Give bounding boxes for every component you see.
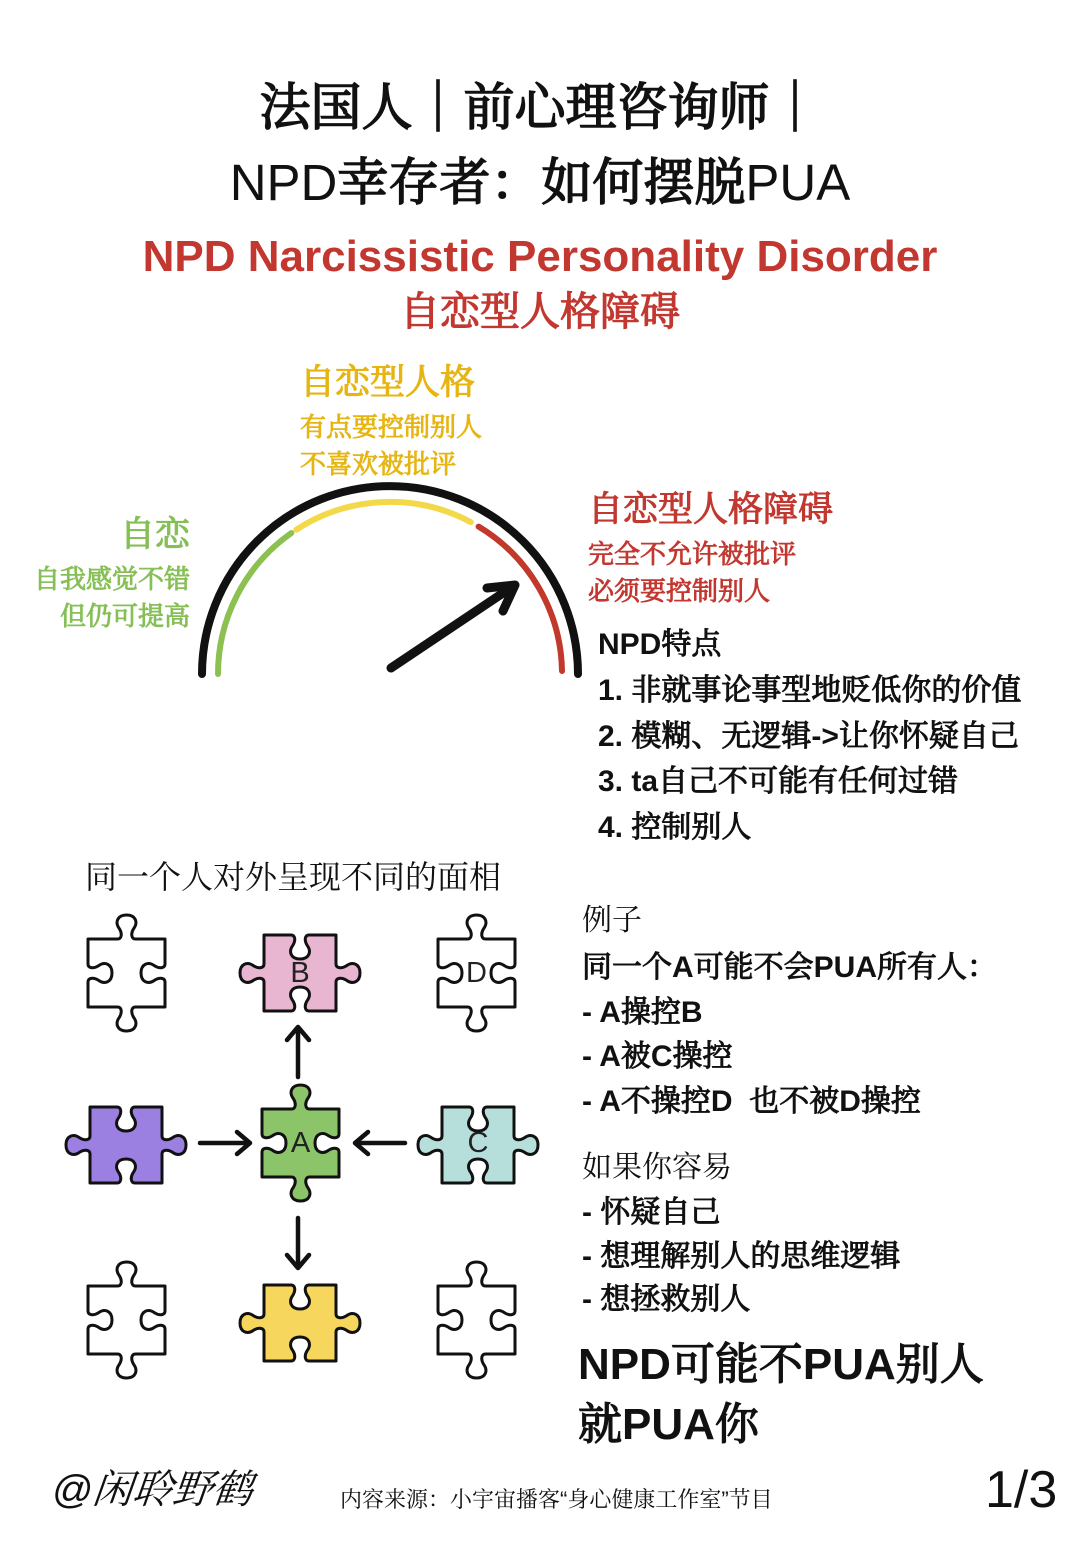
puzzle-piece-shape xyxy=(66,1107,186,1183)
title-pua: PUA xyxy=(745,154,851,211)
title-line-2 xyxy=(0,152,1080,213)
vulnerability-item: - 想拯救别人 xyxy=(582,1283,751,1316)
puzzle-piece-d xyxy=(438,915,515,1031)
author-signature: @闲聆野鹤 xyxy=(49,1468,255,1512)
npd-trait-item: 1. 非就事论事型地贬低你的价值 xyxy=(598,674,1022,707)
puzzle-piece-shape xyxy=(240,1285,360,1361)
npd-trait-item: 4. 控制别人 xyxy=(598,811,752,844)
arrow-down-icon xyxy=(287,1218,309,1268)
conclusion-line-2: 就PUA你 xyxy=(578,1400,759,1449)
puzzle-piece-a xyxy=(262,1085,339,1201)
conclusion-line-1: NPD可能不PUA别人 xyxy=(578,1340,984,1389)
arrow-right-icon xyxy=(200,1132,250,1154)
gauge-arc-green xyxy=(218,533,291,674)
example-item: - A操控B xyxy=(582,996,703,1029)
npd-traits-heading: NPD特点 xyxy=(598,628,722,661)
puzzle-piece-label: B xyxy=(290,957,310,989)
gauge-label-narcissism-line: 自我感觉不错 xyxy=(33,564,190,594)
puzzle-piece-label: C xyxy=(467,1127,489,1159)
puzzle-piece-shape xyxy=(88,1262,165,1378)
npd-trait-item: 3. ta自己不可能有任何过错 xyxy=(598,765,959,798)
gauge-label-personality-heading: 自恋型人格 xyxy=(300,363,476,402)
arrow-left-icon xyxy=(355,1132,405,1154)
gauge-outer-arc xyxy=(202,486,578,674)
puzzle-grid xyxy=(66,915,538,1378)
gauge-label-personality-line: 有点要控制别人 xyxy=(300,412,483,442)
puzzle-section-title: 同一个人对外呈现不同的面相 xyxy=(85,859,502,895)
puzzle-piece-shape xyxy=(438,1262,515,1378)
puzzle-piece-label: D xyxy=(466,957,487,989)
gauge-label-narcissism-heading: 自恋 xyxy=(119,515,190,554)
gauge-arc-yellow xyxy=(296,502,471,530)
gauge-label-personality-line: 不喜欢被批评 xyxy=(300,449,457,479)
vulnerability-item: - 想理解别人的思维逻辑 xyxy=(582,1240,901,1273)
gauge-label-disorder-heading: 自恋型人格障碍 xyxy=(588,490,834,529)
content-source: 内容来源：小宇宙播客“身心健康工作室”节目 xyxy=(340,1487,773,1512)
gauge-needle xyxy=(391,587,512,668)
puzzle-piece-label: A xyxy=(290,1127,311,1159)
arrow-up-icon xyxy=(287,1027,309,1077)
puzzle-piece-bottom-right xyxy=(438,1262,515,1378)
vulnerability-item: - 怀疑自己 xyxy=(582,1196,721,1229)
vulnerability-heading: 如果你容易 xyxy=(582,1151,732,1184)
example-item: - A不操控D 也不被D操控 xyxy=(582,1085,921,1118)
page-indicator: 1/3 xyxy=(985,1461,1058,1519)
example-heading: 例子 xyxy=(582,904,642,937)
title-line-1: 法国人｜前心理咨询师｜ xyxy=(259,79,821,136)
puzzle-piece-b xyxy=(240,935,360,1011)
puzzle-piece-middle-left xyxy=(66,1107,186,1183)
gauge-label-disorder-line: 完全不允许被批评 xyxy=(588,539,797,569)
puzzle-piece-bottom-left xyxy=(88,1262,165,1378)
puzzle-piece-c xyxy=(418,1107,538,1183)
example-item: - A被C操控 xyxy=(582,1040,733,1073)
title-middle: 幸存者：如何摆脱 xyxy=(337,154,746,211)
gauge-label-narcissism-line: 但仍可提高 xyxy=(59,601,190,631)
puzzle-piece-bottom-center xyxy=(240,1285,360,1361)
subtitle-english: NPD Narcissistic Personality Disorder xyxy=(142,232,938,281)
gauge xyxy=(202,486,578,674)
subtitle-chinese: 自恋型人格障碍 xyxy=(400,290,680,334)
puzzle-piece-shape xyxy=(88,915,165,1031)
gauge-label-disorder-line: 必须要控制别人 xyxy=(588,576,771,606)
title-npd: NPD xyxy=(229,154,338,211)
example-intro: 同一个A可能不会PUA所有人： xyxy=(582,951,998,984)
npd-trait-item: 2. 模糊、无逻辑->让你怀疑自己 xyxy=(598,720,1019,753)
puzzle-piece-top-left xyxy=(88,915,165,1031)
